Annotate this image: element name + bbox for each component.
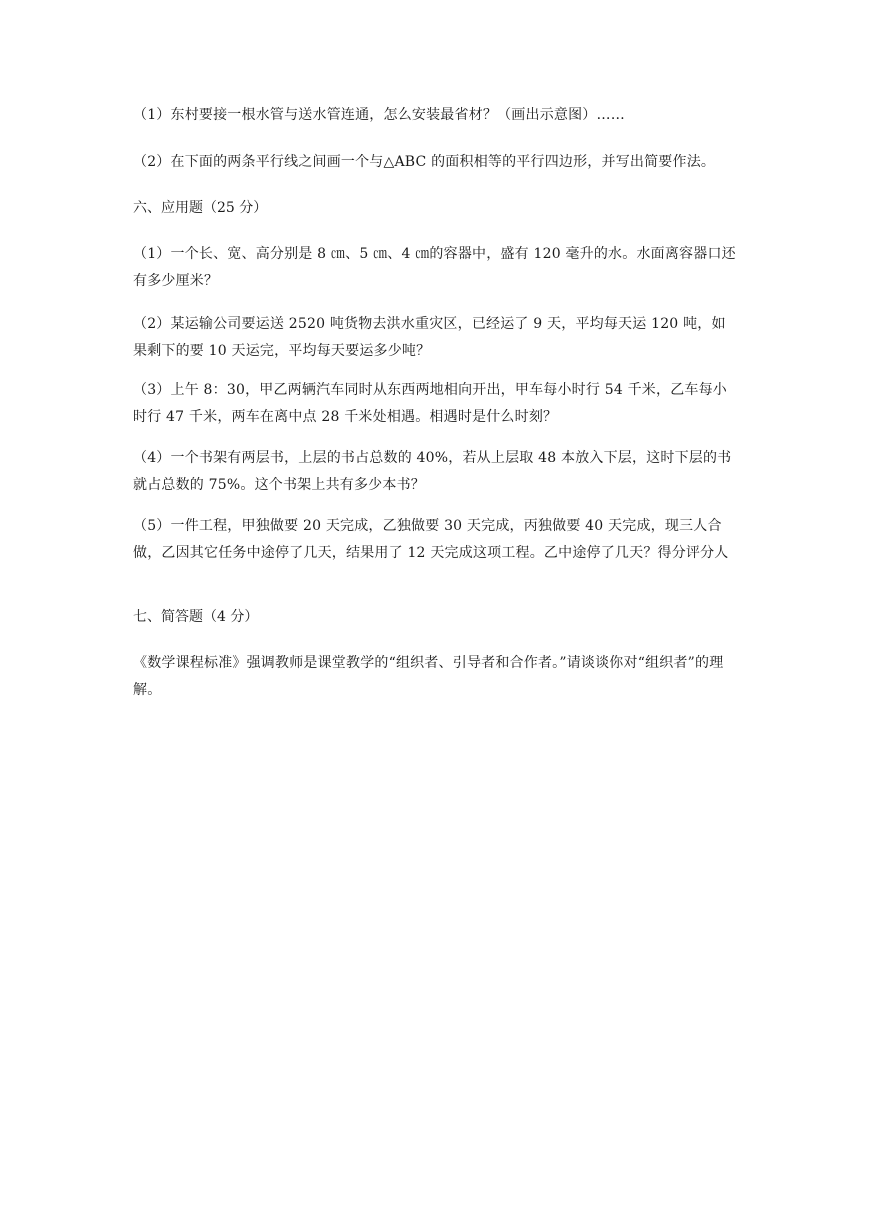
section6-item-1: （1）一个长、宽、高分别是 8 ㎝、5 ㎝、4 ㎝的容器中，盛有 120 毫升的水。水面离容器口还有多少厘米？ [133,246,736,289]
section6-item-5: （5）一件工程，甲独做要 20 天完成，乙独做要 30 天完成，丙独做要 40 天完成，现三人合做，乙因其它任务中途停了几天，结果用了 12 天完成这项工程。乙中途停了几天？得分评分人 [133,518,729,561]
section7-heading: 七、简答题（4 分） [133,609,259,625]
section6-item-2: （2）某运输公司要运送 2520 吨货物去洪水重灾区，已经运了 9 天，平均每天运 120 吨，如果剩下的要 10 天运完，平均每天要运多少吨？ [133,316,726,359]
section5-item-2: （2）在下面的两条平行线之间画一个与△ABC 的面积相等的平行四边形，并写出简要作法。 [133,154,716,170]
section7-text: 《数学课程标准》强调教师是课堂教学的“组织者、引导者和合作者。”请谈谈你对“组织者”的理解。 [133,655,724,698]
section5-item-1: （1）东村要接一根水管与送水管连通，怎么安装最省材？（画出示意图）…… [133,107,625,123]
section6-item-3: （3）上午 8：30，甲乙两辆汽车同时从东西两地相向开出，甲车每小时行 54 千米，乙车每小时行 47 千米，两车在离中点 28 千米处相遇。相遇时是什么时刻？ [133,382,727,425]
section6-heading: 六、应用题（25 分） [133,200,268,216]
section6-item-4: （4）一个书架有两层书，上层的书占总数的 40%，若从上层取 48 本放入下层，这时下层的书就占总数的 75%。这个书架上共有多少本书？ [133,450,732,493]
